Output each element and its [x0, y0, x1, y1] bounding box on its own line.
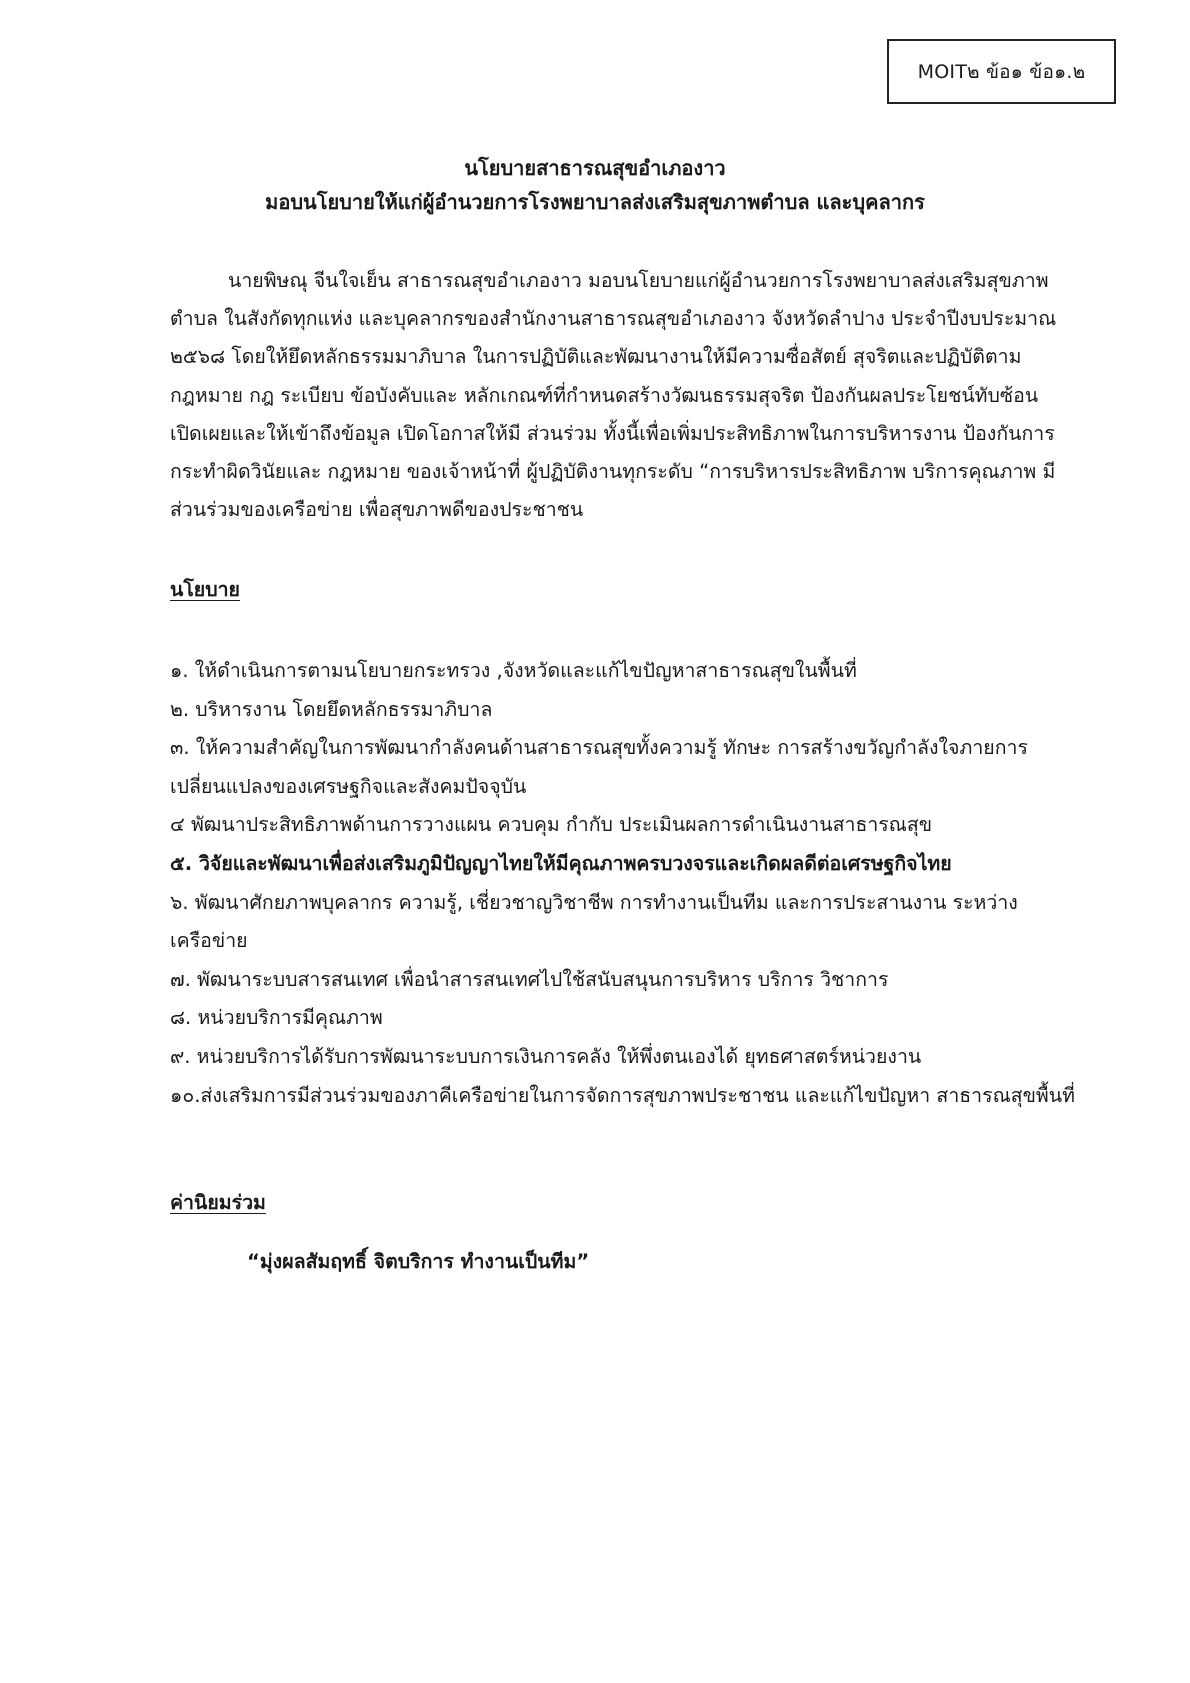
- policy-item: ๘. หน่วยบริการมีคุณภาพ: [170, 1006, 383, 1030]
- intro-line: นายพิษณุ จีนใจเย็น สาธารณสุขอำเภองาว มอบนโยบายแก่ผู้อำนวยการโรงพยาบาลส่งเสริมสุขภาพ: [228, 269, 1049, 292]
- policy-item: ๕. วิจัยและพัฒนาเพื่อส่งเสริมภูมิปัญญาไทยให้มีคุณภาพครบวงจรและเกิดผลดีต่อเศรษฐกิจไทย: [170, 851, 952, 875]
- intro-line: กฎหมาย กฎ ระเบียบ ข้อบังคับและ หลักเกณฑ์ที่กำหนดสร้างวัฒนธรรมสุจริต ป้องกันผลประโยชน์ทับซ้อน: [170, 383, 1039, 407]
- document-reference-code: MOIT๒ ข้อ๑ ข้อ๑.๒: [917, 60, 1086, 83]
- policy-item: ๒. บริหารงาน โดยยึดหลักธรรมาภิบาล: [170, 697, 493, 721]
- policy-item: ๗. พัฒนาระบบสารสนเทศ เพื่อนำสารสนเทศไปใช้สนับสนุนการบริหาร บริการ วิชาการ: [170, 967, 889, 991]
- intro-line: ส่วนร่วมของเครือข่าย เพื่อสุขภาพดีของประชาชน: [170, 498, 584, 522]
- policy-list: [170, 652, 1130, 1115]
- policy-item: ๓. ให้ความสำคัญในการพัฒนากำลังคนด้านสาธารณสุขทั้งความรู้ ทักษะ การสร้างขวัญกำลังใจภายการ: [170, 736, 1028, 760]
- shared-values-heading: ค่านิยมร่วม: [170, 1191, 266, 1214]
- policy-item-continuation: เครือข่าย: [170, 929, 248, 953]
- shared-values-quote: “มุ่งผลสัมฤทธิ์ จิตบริการ ทำงานเป็นทีม”: [247, 1250, 590, 1273]
- policy-item: ๖. พัฒนาศักยภาพบุคลากร ความรู้, เชี่ยวชาญวิชาชีพ การทำงานเป็นทีม และการประสานงาน ระหว่าง: [170, 890, 1018, 914]
- intro-line: เปิดเผยและให้เข้าถึงข้อมูล เปิดโอกาสให้มี ส่วนร่วม ทั้งนี้เพื่อเพิ่มประสิทธิภาพในการบริหารงาน ป้องกันการ: [170, 421, 1055, 445]
- intro-line: กระทำผิดวินัยและ กฎหมาย ของเจ้าหน้าที่ ผู้ปฏิบัติงานทุกระดับ “การบริหารประสิทธิภาพ บริการคุณภาพ มี: [170, 460, 1056, 484]
- policy-item: ๔ พัฒนาประสิทธิภาพด้านการวางแผน ควบคุม กำกับ ประเมินผลการดำเนินงานสาธารณสุข: [170, 813, 933, 837]
- document-reference-box: [887, 39, 1116, 104]
- document-subtitle: มอบนโยบายให้แก่ผู้อำนวยการโรงพยาบาลส่งเสริมสุขภาพตำบล และบุคลากร: [265, 190, 925, 214]
- intro-paragraph: [170, 262, 1093, 529]
- intro-line: ๒๕๖๘ โดยให้ยึดหลักธรรมมาภิบาล ในการปฏิบัติและพัฒนางานให้มีความซื่อสัตย์ สุจริตและปฏิบัติตาม: [170, 345, 1022, 369]
- document-title: นโยบายสาธารณสุขอำเภองาว: [464, 156, 726, 180]
- policy-item: ๑. ให้ดำเนินการตามนโยบายกระทรวง ,จังหวัดและแก้ไขปัญหาสาธารณสุขในพื้นที่: [170, 659, 857, 682]
- intro-line: ตำบล ในสังกัดทุกแห่ง และบุคลากรของสำนักงานสาธารณสุขอำเภองาว จังหวัดลำปาง ประจำปีงบประมาณ: [170, 307, 1057, 331]
- policy-item-continuation: เปลี่ยนแปลงของเศรษฐกิจและสังคมปัจจุบัน: [170, 774, 527, 798]
- policy-item: ๑๐.ส่งเสริมการมีส่วนร่วมของภาคีเครือข่ายในการจัดการสุขภาพประชาชน และแก้ไขปัญหา สาธารณสุขพื้นที่: [170, 1083, 1075, 1107]
- policy-heading: นโยบาย: [170, 578, 240, 601]
- policy-item: ๙. หน่วยบริการได้รับการพัฒนาระบบการเงินการคลัง ให้พึ่งตนเองได้ ยุทธศาสตร์หน่วยงาน: [170, 1044, 922, 1068]
